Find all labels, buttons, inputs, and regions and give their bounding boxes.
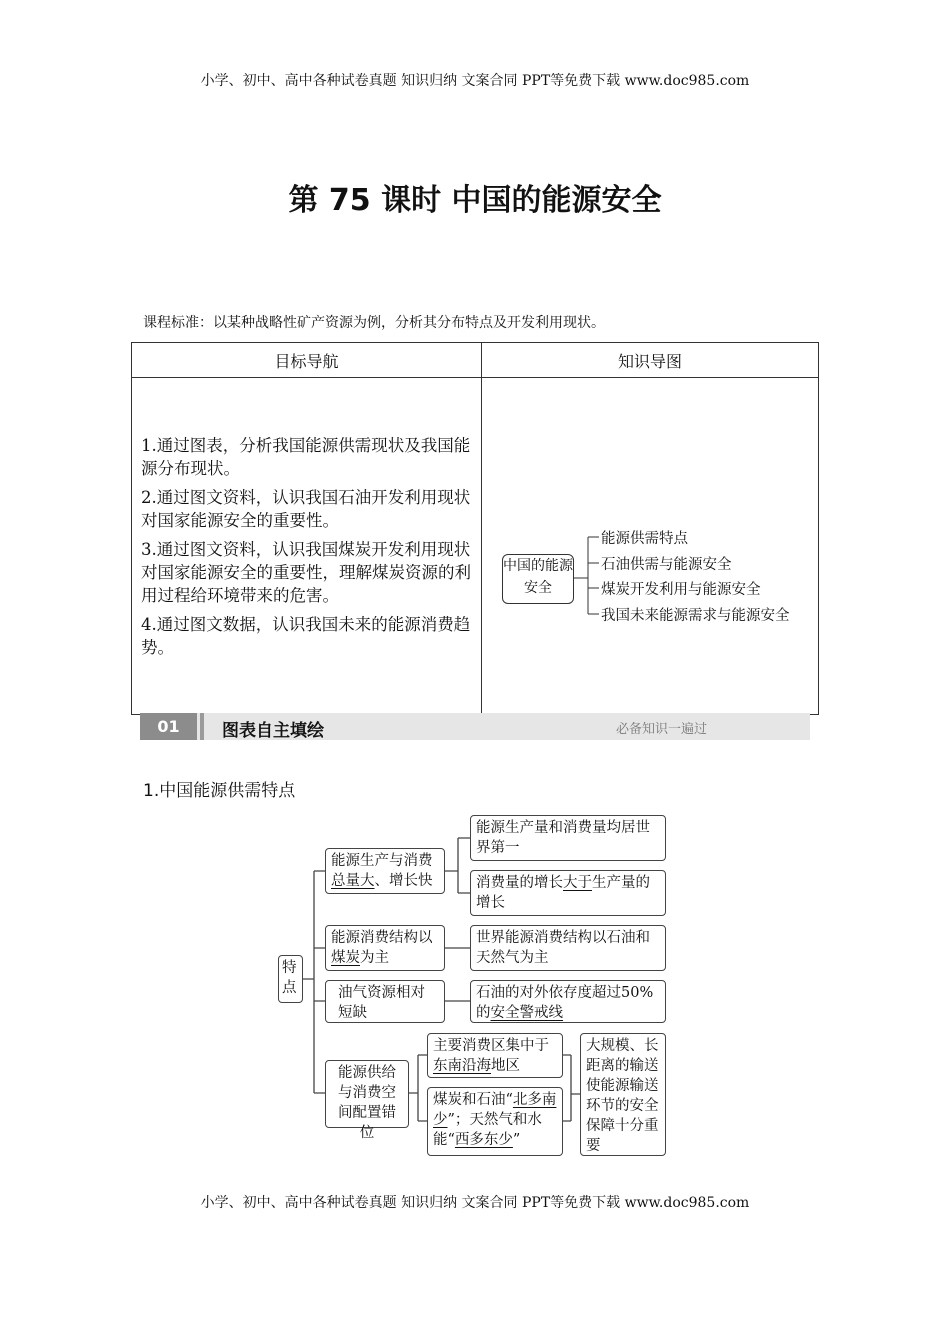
banner-subtitle: 必备知识一遍过 [616, 722, 708, 737]
diagram-node [325, 925, 445, 971]
node-text: ” [512, 1132, 521, 1148]
diagram-node: 油气资源相对短缺 [325, 980, 445, 1023]
goal-item: 4.通过图文数据，认识我国未来的能源消费趋势。 [141, 614, 471, 657]
banner-title: 图表自主填绘 [222, 721, 324, 741]
blank-answer: 安全警戒线 [490, 1005, 563, 1021]
banner-number: 01 [140, 713, 197, 740]
blank-answer: 东南沿海 [433, 1058, 491, 1074]
node-text: 主要消费区集中于 [433, 1038, 549, 1054]
diagram-node: 能源供给与消费空间配置错位 [325, 1060, 409, 1128]
map-item: 能源供需特点 [601, 531, 688, 547]
page-footer: 小学、初中、高中各种试卷真题 知识归纳 文案合同 PPT等免费下载 www.doc985.com [200, 1195, 750, 1211]
node-text: 石油的对外依存度超过50%的 [476, 985, 654, 1021]
goal-item: 1.通过图表，分析我国能源供需现状及我国能源分布现状。 [141, 435, 471, 478]
diagram-node [325, 848, 445, 894]
col-header-goals: 目标导航 [132, 343, 482, 378]
map-item: 煤炭开发利用与能源安全 [601, 582, 761, 598]
node-text: ”；天然气和水能“ [433, 1112, 542, 1148]
blank-answer: 大于 [563, 875, 592, 891]
node-text: 生产量的增长 [476, 875, 650, 911]
diagram-node: 世界能源消费结构以石油和天然气为主 [470, 925, 666, 971]
map-item: 石油供需与能源安全 [601, 557, 732, 573]
page-title: 第 75 课时 中国的能源安全 [288, 183, 662, 218]
node-text: 煤炭和石油“ [433, 1092, 513, 1108]
node-text: 能源消费结构以 [331, 930, 433, 946]
map-item: 我国未来能源需求与能源安全 [601, 608, 790, 624]
map-root: 中国的能源安全 [502, 554, 574, 604]
goal-item: 3.通过图文资料，认识我国煤炭开发利用现状对国家能源安全的重要性，理解煤炭资源的利用过程给环境带来的危害。 [141, 539, 471, 605]
section-heading: 1.中国能源供需特点 [143, 781, 296, 801]
col-header-map: 知识导图 [482, 343, 819, 378]
diagram-node [427, 1033, 563, 1078]
course-standard: 课程标准：以某种战略性矿产资源为例，分析其分布特点及开发利用现状。 [143, 315, 605, 331]
page-header: 小学、初中、高中各种试卷真题 知识归纳 文案合同 PPT等免费下载 www.doc985.com [200, 73, 750, 89]
diagram-root: 特点 [278, 955, 303, 1003]
node-text: 、增长快 [374, 873, 433, 889]
goal-item: 2.通过图文资料，认识我国石油开发利用现状对国家能源安全的重要性。 [141, 487, 471, 530]
diagram-node-final: 大规模、长距离的输送使能源输送环节的安全保障十分重要 [580, 1033, 666, 1156]
node-text: 地区 [491, 1058, 520, 1074]
blank-answer: 北多南少 [433, 1092, 557, 1128]
blank-answer: 煤炭 [331, 950, 360, 966]
diagram-node: 能源生产量和消费量均居世界第一 [470, 815, 666, 861]
blank-answer: 西多东少 [454, 1132, 513, 1148]
blank-answer: 总量大 [331, 873, 375, 889]
diagram-node [427, 1087, 563, 1156]
diagram-node [470, 870, 666, 916]
diagram-node [470, 980, 666, 1023]
node-text: 能源生产与消费 [331, 853, 433, 869]
node-text: 消费量的增长 [476, 875, 563, 891]
node-text: 为主 [360, 950, 389, 966]
